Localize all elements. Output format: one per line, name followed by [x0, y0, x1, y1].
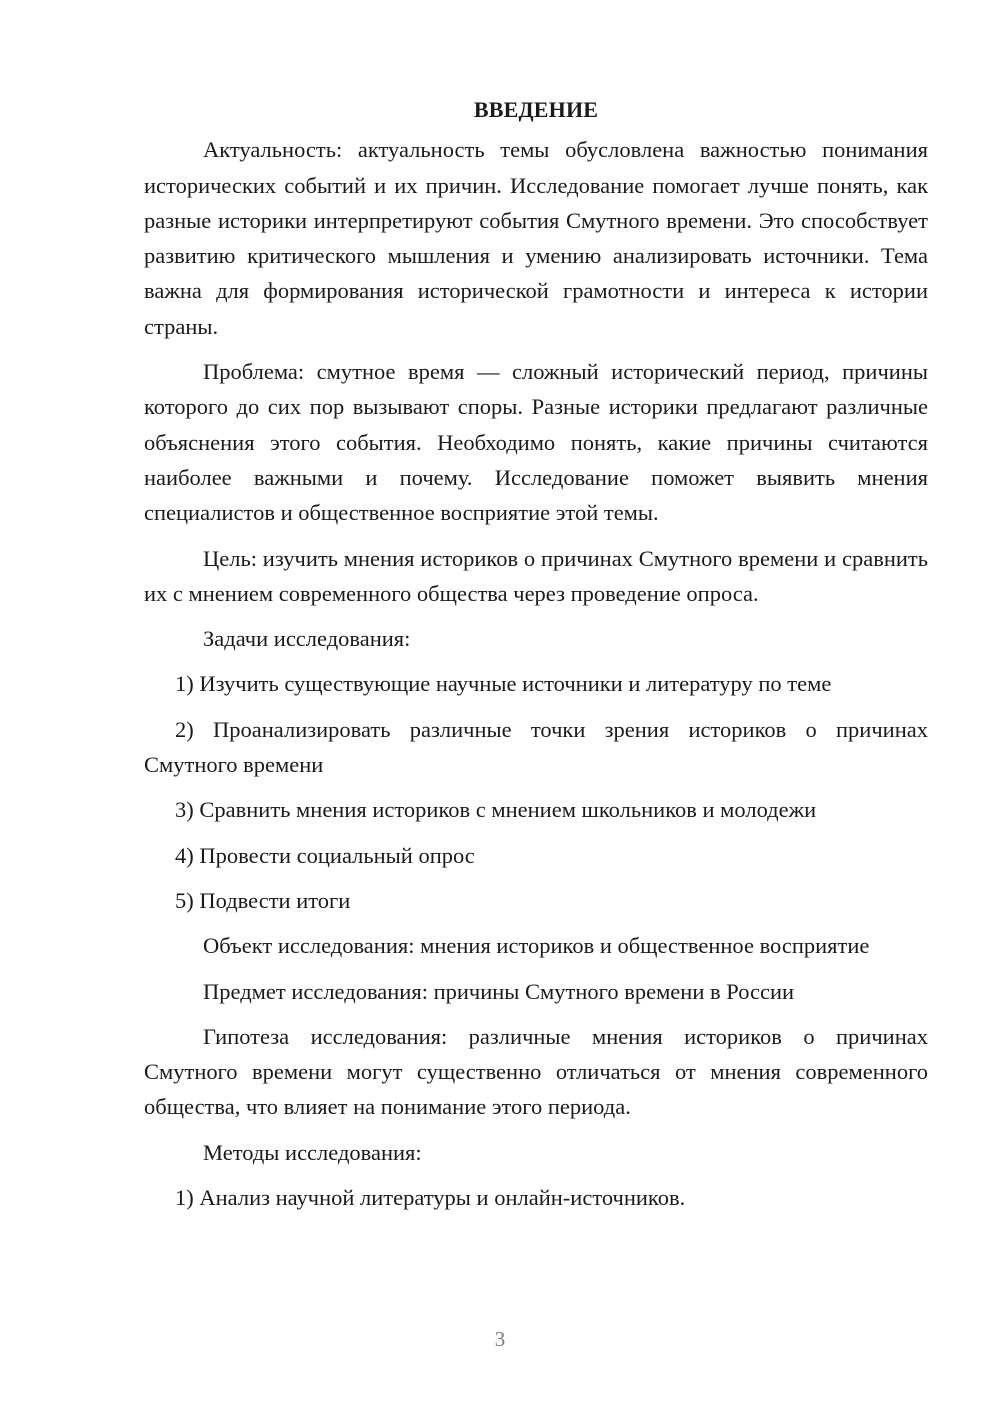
task-item: 1) Изучить существующие научные источники и литературу по теме [175, 671, 832, 697]
relevance-paragraph: Актуальность: актуальность темы обусловлена важностью понимания исторических событий и их причин. Исследование помогает лучше понять, как разные историки интерпретируют события Смутного времени. Это способствует развитию критического мышления и умению анализировать источники. Тема важна для формирования исторической грамотности и интереса к истории страны. [144, 137, 928, 339]
subject-paragraph: Предмет исследования: причины Смутного времени в России [203, 978, 795, 1004]
problem-paragraph: Проблема: смутное время — сложный исторический период, причины которого до сих пор вызывают споры. Разные историки предлагают различные объяснения этого события. Необходимо понять, какие причины считаются наиболее важными и почему. Исследование поможет выявить мнения специалистов и общественное восприятие этой темы. [144, 359, 928, 526]
document-page [144, 92, 928, 1225]
task-item: 4) Провести социальный опрос [175, 842, 475, 868]
object-paragraph: Объект исследования: мнения историков и общественное восприятие [203, 933, 870, 959]
hypothesis-paragraph: Гипотеза исследования: различные мнения историков о причинах Смутного времени могут существенно отличаться от мнения современного общества, что влияет на понимание этого периода. [144, 1023, 928, 1120]
section-heading: ВВЕДЕНИЕ [473, 97, 599, 122]
tasks-heading: Задачи исследования: [203, 626, 411, 652]
task-item: 5) Подвести итоги [175, 887, 351, 913]
method-item: 1) Анализ научной литературы и онлайн-источников. [175, 1185, 686, 1211]
goal-paragraph: Цель: изучить мнения историков о причинах Смутного времени и сравнить их с мнением современного общества через проведение опроса. [144, 545, 928, 606]
methods-heading: Методы исследования: [203, 1139, 422, 1165]
task-item: 3) Сравнить мнения историков с мнением школьников и молодежи [175, 797, 817, 823]
task-item: 2) Проанализировать различные точки зрения историков о причинах Смутного времени [144, 716, 928, 778]
page-number: 3 [494, 1327, 506, 1351]
